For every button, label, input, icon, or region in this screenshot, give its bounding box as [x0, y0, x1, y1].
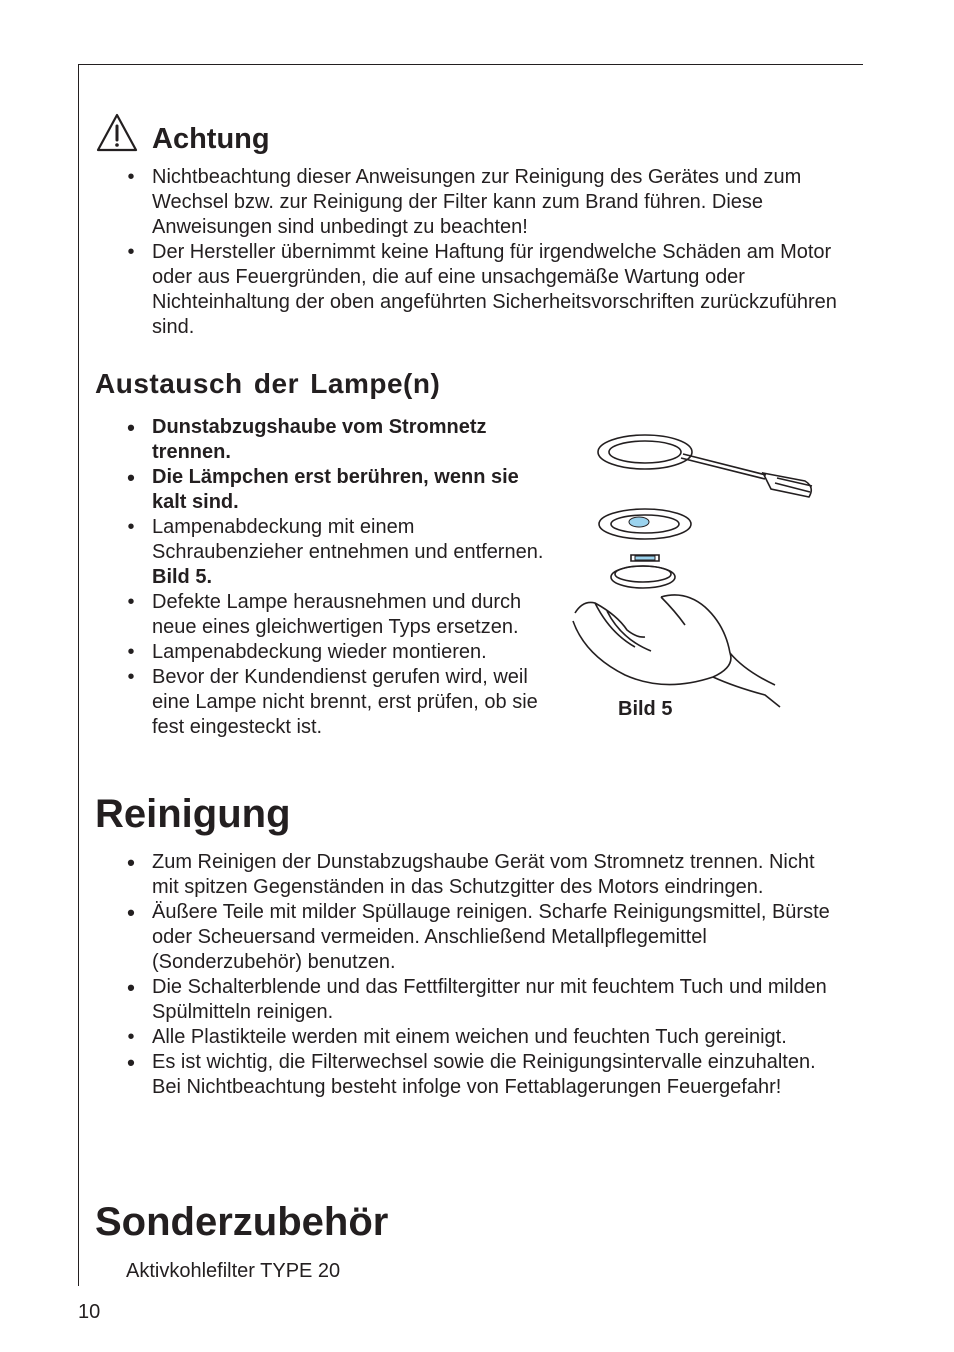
achtung-list — [126, 165, 841, 340]
list-item: • Die Schalterblende und das Fettfiltergitter nur mit feuchtem Tuch und milden Spülmitteln reinigen. — [127, 975, 827, 1023]
reinigung-heading: Reinigung — [95, 792, 291, 836]
sonderzubehoer-heading: Sonderzubehör — [95, 1200, 389, 1244]
warning-icon — [95, 112, 139, 154]
list-item: • Der Hersteller übernimmt keine Haftung für irgendwelche Schäden am Motor oder aus Feuergründen, die auf eine unsachgemäße Wartung oder Nichteinhaltung der oben angeführten Sicherheitsvorschriften zurückzuführen sind. — [127, 241, 837, 338]
list-item: • Lampenabdeckung mit einem Schraubenzieher entnehmen und entfernen. Bild 5. — [127, 516, 544, 588]
list-item: • Äußere Teile mit milder Spüllauge reinigen. Scharfe Reinigungsmittel, Bürste oder Scheuersand vermeiden. Anschließend Metallpflegemittel (Sonderzubehör) benutzen. — [127, 900, 830, 973]
figure-reference: Bild 5. — [152, 566, 213, 588]
lamp-replacement-illustration — [565, 425, 825, 710]
lamp-section-heading: Austausch der Lampe(n) — [95, 368, 441, 399]
list-item: • Alle Plastikteile werden mit einem weichen und feuchten Tuch gereinigt. — [127, 1026, 787, 1048]
list-item: • Es ist wichtig, die Filterwechsel sowie die Reinigungsintervalle einzuhalten. Bei Nichtbeachtung besteht infolge von Fettablagerungen Feuergefahr! — [127, 1050, 816, 1098]
list-item: • Nichtbeachtung dieser Anweisungen zur Reinigung des Gerätes und zum Wechsel bzw. zur Reinigung der Filter kann zum Brand führen. Diese Anweisungen sind unbedingt zu beachten! — [127, 166, 802, 238]
lamp-list — [126, 415, 546, 740]
list-item: • Die Lämpchen erst berühren, wenn sie kalt sind. — [127, 465, 519, 513]
list-item: • Defekte Lampe herausnehmen und durch neue eines gleichwertigen Typs ersetzen. — [127, 591, 522, 638]
list-item: • Lampenabdeckung wieder montieren. — [127, 641, 487, 663]
frame-left-rule — [78, 64, 79, 1286]
accessory-text: Aktivkohlefilter TYPE 20 — [126, 1260, 341, 1282]
list-item: • Dunstabzugshaube vom Stromnetz trennen. — [127, 415, 487, 463]
figure-caption: Bild 5 — [618, 698, 673, 720]
page-number: 10 — [78, 1301, 101, 1323]
frame-top-rule — [78, 64, 863, 65]
list-item: • Zum Reinigen der Dunstabzugshaube Gerät vom Stromnetz trennen. Nicht mit spitzen Gegenständen in das Schutzgitter des Motors eindringen. — [127, 850, 815, 898]
reinigung-list — [126, 850, 846, 1100]
achtung-heading: Achtung — [152, 123, 270, 155]
list-item: • Bevor der Kundendienst gerufen wird, weil eine Lampe nicht brennt, erst prüfen, ob sie fest eingesteckt ist. — [127, 666, 538, 738]
